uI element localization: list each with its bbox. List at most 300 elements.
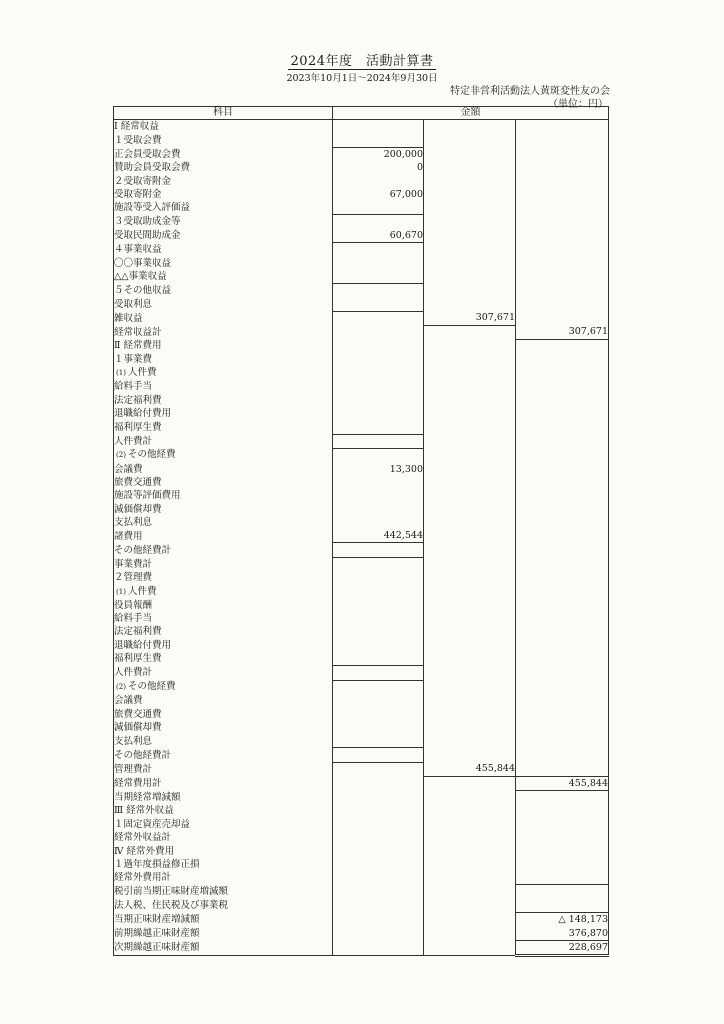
row-label-text: 会議費 [114, 695, 143, 707]
amount-cell-c3 [516, 434, 609, 448]
row-label-text: 諸費用 [114, 530, 143, 542]
row-label [114, 734, 333, 748]
table-row [114, 652, 609, 666]
row-label [114, 284, 333, 298]
row-label-text: 支払利息 [114, 735, 153, 747]
row-label [114, 804, 333, 817]
amount-cell-c3 [516, 174, 609, 187]
row-label [114, 353, 333, 366]
amount-cell-c2 [424, 557, 516, 571]
row-label [114, 940, 333, 955]
amount-cell-c3 [516, 734, 609, 748]
table-row [114, 871, 609, 885]
row-label-text: 当期経常増減額 [114, 791, 181, 803]
row-label-text: 〇〇事業収益 [114, 257, 172, 269]
amount-cell-c2 [424, 325, 516, 339]
table-row [114, 899, 609, 913]
organization-name: 特定非営利活動法人黄斑変性友の会 [450, 86, 610, 97]
amount-cell-c2 [424, 284, 516, 298]
amount-cell-c2: 455,844 [424, 762, 516, 776]
amount-cell-c2 [424, 407, 516, 420]
row-label-text: Ⅰ 経常収益 [114, 121, 159, 133]
row-label [114, 174, 333, 187]
table-row [114, 243, 609, 257]
row-label [114, 871, 333, 885]
amount-cell-c3 [516, 462, 609, 475]
amount-cell-c3 [516, 844, 609, 857]
row-label [114, 366, 333, 380]
table-row [114, 174, 609, 187]
amount-cell-c1 [333, 571, 424, 584]
amount-cell-c3 [516, 339, 609, 353]
table-row [114, 762, 609, 776]
row-label-text: 人件費計 [114, 435, 153, 447]
amount-cell-c1 [333, 734, 424, 748]
amount-cell-c2 [424, 804, 516, 817]
amount-cell-c1 [333, 543, 424, 557]
table-row [114, 926, 609, 940]
amount-cell-c3 [516, 284, 609, 298]
row-label [114, 639, 333, 652]
amount-cell-c1 [333, 297, 424, 311]
row-label [114, 270, 333, 284]
row-label-text: 退職給付費用 [114, 639, 172, 651]
amount-cell-c3 [516, 380, 609, 393]
table-row [114, 407, 609, 420]
row-label-text: 福利厚生費 [114, 421, 162, 433]
amount-cell-c2 [424, 339, 516, 353]
table-row [114, 694, 609, 707]
amount-cell-c3 [516, 407, 609, 420]
row-label [114, 599, 333, 612]
table-row [114, 707, 609, 720]
row-label [114, 325, 333, 339]
row-label-text: ２受取寄附金 [114, 175, 172, 187]
amount-cell-c3 [516, 366, 609, 380]
amount-cell-c1 [333, 407, 424, 420]
amount-cell-c1 [333, 325, 424, 339]
amount-cell-c3: 228,697 [516, 940, 609, 955]
row-label-text: 役員報酬 [114, 599, 153, 611]
amount-cell-c3 [516, 680, 609, 694]
statement-body [114, 120, 609, 956]
row-label-text: △△事業収益 [114, 271, 167, 283]
row-label [114, 256, 333, 269]
row-label [114, 913, 333, 927]
row-label-text: 事業費計 [114, 558, 153, 570]
amount-cell-c1: 200,000 [333, 147, 424, 161]
amount-cell-c3 [516, 639, 609, 652]
row-label [114, 858, 333, 871]
amount-cell-c1 [333, 243, 424, 257]
table-row [114, 790, 609, 804]
row-label [114, 476, 333, 489]
amount-cell-c2 [424, 161, 516, 174]
row-label [114, 776, 333, 790]
amount-cell-c1 [333, 353, 424, 366]
row-label-text: その他経費 [128, 449, 176, 461]
amount-cell-c3 [516, 585, 609, 599]
table-row [114, 462, 609, 475]
table-row [114, 557, 609, 571]
table-row [114, 913, 609, 927]
amount-cell-c3 [516, 666, 609, 680]
amount-cell-c2 [424, 256, 516, 269]
amount-cell-c1 [333, 831, 424, 844]
amount-cell-c1 [333, 516, 424, 529]
amount-cell-c2 [424, 844, 516, 857]
amount-cell-c3 [516, 625, 609, 638]
amount-cell-c3 [516, 394, 609, 407]
row-label-text: １受取会費 [114, 134, 162, 146]
row-label-text: 福利厚生費 [114, 653, 162, 665]
amount-cell-c1 [333, 818, 424, 831]
amount-cell-c3 [516, 804, 609, 817]
table-row [114, 256, 609, 269]
amount-cell-c2 [424, 297, 516, 311]
subject-column-header: 科目 [114, 107, 333, 120]
amount-column-header: 金額 [333, 107, 609, 120]
row-label-text: 人件費 [128, 367, 157, 379]
row-label [114, 133, 333, 147]
row-label [114, 666, 333, 680]
table-row [114, 831, 609, 844]
amount-cell-c2 [424, 516, 516, 529]
row-label [114, 339, 333, 353]
amount-cell-c3: △ 148,173 [516, 913, 609, 927]
row-label-text: ５その他収益 [114, 285, 172, 297]
amount-cell-c1 [333, 940, 424, 955]
row-label [114, 707, 333, 720]
table-row [114, 394, 609, 407]
table-row [114, 734, 609, 748]
amount-cell-c2 [424, 680, 516, 694]
row-label-text: 経常費用計 [114, 777, 162, 789]
amount-cell-c3 [516, 721, 609, 734]
amount-cell-c1 [333, 721, 424, 734]
amount-cell-c1 [333, 311, 424, 325]
row-label [114, 790, 333, 804]
table-row [114, 380, 609, 393]
amount-cell-c3 [516, 133, 609, 147]
amount-cell-c2 [424, 270, 516, 284]
amount-cell-c2 [424, 694, 516, 707]
amount-cell-c2 [424, 885, 516, 899]
amount-cell-c2 [424, 120, 516, 134]
amount-cell-c2 [424, 776, 516, 790]
row-label [114, 844, 333, 857]
row-label [114, 625, 333, 638]
amount-cell-c3: 455,844 [516, 776, 609, 790]
amount-cell-c3 [516, 147, 609, 161]
table-row [114, 776, 609, 790]
row-sub-number: (1) [116, 369, 126, 378]
amount-cell-c1 [333, 585, 424, 599]
table-row [114, 311, 609, 325]
amount-cell-c2 [424, 448, 516, 462]
row-label [114, 188, 333, 201]
table-row [114, 270, 609, 284]
row-label [114, 120, 333, 134]
row-label-text: 施設等評価費用 [114, 490, 181, 502]
row-label [114, 407, 333, 420]
row-label-text: 人件費 [128, 585, 157, 597]
row-label-text: 法定福利費 [114, 394, 162, 406]
amount-cell-c2 [424, 229, 516, 243]
amount-cell-c2 [424, 790, 516, 804]
amount-cell-c1 [333, 790, 424, 804]
amount-cell-c3 [516, 448, 609, 462]
row-label-text: その他経費計 [114, 749, 172, 761]
amount-cell-c2 [424, 666, 516, 680]
table-row [114, 858, 609, 871]
amount-cell-c2 [424, 174, 516, 187]
amount-cell-c1 [333, 174, 424, 187]
table-row [114, 476, 609, 489]
row-label [114, 147, 333, 161]
table-row [114, 639, 609, 652]
amount-cell-c3 [516, 694, 609, 707]
row-label-text: その他経費 [128, 681, 176, 693]
row-label [114, 161, 333, 174]
amount-cell-c3 [516, 612, 609, 625]
amount-cell-c1 [333, 899, 424, 913]
amount-cell-c1 [333, 612, 424, 625]
amount-cell-c1 [333, 133, 424, 147]
amount-cell-c3 [516, 871, 609, 885]
amount-cell-c3 [516, 353, 609, 366]
amount-cell-c3 [516, 529, 609, 543]
amount-cell-c2 [424, 133, 516, 147]
table-row [114, 721, 609, 734]
table-row [114, 161, 609, 174]
amount-cell-c1 [333, 694, 424, 707]
row-label [114, 818, 333, 831]
row-label-text: 法人税、住民税及び事業税 [114, 900, 229, 912]
amount-cell-c2: 307,671 [424, 311, 516, 325]
row-label-text: １固定資産売却益 [114, 818, 191, 830]
amount-cell-c2 [424, 940, 516, 955]
row-label-text: 管理費計 [114, 763, 153, 775]
row-label [114, 885, 333, 899]
amount-cell-c3 [516, 256, 609, 269]
amount-cell-c3: 307,671 [516, 325, 609, 339]
row-label [114, 434, 333, 448]
amount-cell-c1: 60,670 [333, 229, 424, 243]
amount-cell-c2 [424, 707, 516, 720]
row-label-text: 雑収益 [114, 312, 143, 324]
amount-cell-c1 [333, 434, 424, 448]
amount-cell-c2 [424, 871, 516, 885]
amount-cell-c1 [333, 256, 424, 269]
amount-cell-c3 [516, 120, 609, 134]
amount-cell-c3 [516, 297, 609, 311]
amount-cell-c2 [424, 201, 516, 215]
amount-cell-c3 [516, 557, 609, 571]
document-title: 2024年度 活動計算書 [290, 54, 434, 69]
amount-cell-c2 [424, 243, 516, 257]
row-label-text: 当期正味財産増減額 [114, 913, 200, 925]
row-label-text: 前期繰越正味財産額 [114, 927, 200, 939]
row-label [114, 215, 333, 229]
table-row [114, 297, 609, 311]
row-label [114, 557, 333, 571]
unit-label: （単位：円） [548, 99, 608, 110]
amount-cell-c3 [516, 707, 609, 720]
amount-cell-c3 [516, 476, 609, 489]
row-label [114, 612, 333, 625]
amount-cell-c2 [424, 394, 516, 407]
row-label-text: 受取民間助成金 [114, 230, 181, 242]
table-row [114, 420, 609, 434]
amount-cell-c3 [516, 188, 609, 201]
amount-cell-c1 [333, 420, 424, 434]
table-row [114, 612, 609, 625]
row-label-text: ３受取助成金等 [114, 216, 181, 228]
amount-cell-c3 [516, 311, 609, 325]
fiscal-period: 2023年10月1日～2024年9月30日 [286, 73, 438, 84]
amount-cell-c3 [516, 831, 609, 844]
table-row [114, 133, 609, 147]
amount-cell-c2 [424, 380, 516, 393]
row-label-text: 旅費交通費 [114, 708, 162, 720]
row-label [114, 748, 333, 762]
amount-cell-c2 [424, 748, 516, 762]
amount-cell-c1 [333, 489, 424, 502]
amount-cell-c2 [424, 147, 516, 161]
amount-cell-c2 [424, 529, 516, 543]
table-row [114, 325, 609, 339]
amount-cell-c3 [516, 489, 609, 502]
row-label [114, 571, 333, 584]
table-row [114, 516, 609, 529]
amount-cell-c3 [516, 885, 609, 899]
row-label-text: 経常外収益計 [114, 832, 172, 844]
row-sub-number: (2) [116, 683, 126, 692]
row-label-text: 施設等受入評価益 [114, 202, 191, 214]
amount-cell-c1 [333, 270, 424, 284]
amount-cell-c1 [333, 652, 424, 666]
amount-cell-c1 [333, 707, 424, 720]
amount-cell-c2 [424, 420, 516, 434]
amount-cell-c2 [424, 899, 516, 913]
row-label-text: 正会員受取会費 [114, 148, 181, 160]
row-label-text: 賛助会員受取会費 [114, 162, 191, 174]
amount-cell-c3 [516, 858, 609, 871]
row-label-text: 次期繰越正味財産額 [114, 942, 200, 954]
amount-cell-c3 [516, 652, 609, 666]
amount-cell-c2 [424, 571, 516, 584]
row-label [114, 543, 333, 557]
amount-cell-c1 [333, 448, 424, 462]
amount-cell-c3 [516, 748, 609, 762]
amount-cell-c1 [333, 625, 424, 638]
table-row [114, 188, 609, 201]
table-row [114, 284, 609, 298]
table-row [114, 448, 609, 462]
row-label [114, 529, 333, 543]
row-label [114, 448, 333, 462]
amount-cell-c1 [333, 666, 424, 680]
row-label-text: ４事業収益 [114, 244, 162, 256]
row-label [114, 201, 333, 215]
table-row [114, 748, 609, 762]
amount-cell-c2 [424, 913, 516, 927]
amount-cell-c3 [516, 516, 609, 529]
row-label [114, 831, 333, 844]
table-row [114, 215, 609, 229]
amount-cell-c1: 67,000 [333, 188, 424, 201]
row-label-text: 法定福利費 [114, 626, 162, 638]
amount-cell-c1 [333, 858, 424, 871]
table-row [114, 339, 609, 353]
row-label [114, 311, 333, 325]
row-label-text: 給料手当 [114, 613, 153, 625]
table-row [114, 940, 609, 955]
amount-cell-c1 [333, 120, 424, 134]
row-label-text: Ⅱ 経常費用 [114, 340, 162, 352]
row-label-text: Ⅲ 経常外収益 [114, 805, 174, 817]
amount-cell-c1 [333, 201, 424, 215]
amount-cell-c2 [424, 639, 516, 652]
table-row [114, 818, 609, 831]
row-label [114, 297, 333, 311]
table-row [114, 201, 609, 215]
amount-cell-c1 [333, 762, 424, 776]
amount-cell-c2 [424, 462, 516, 475]
amount-cell-c3 [516, 790, 609, 804]
table-row [114, 625, 609, 638]
amount-cell-c1 [333, 804, 424, 817]
table-row [114, 666, 609, 680]
amount-cell-c1: 0 [333, 161, 424, 174]
row-sub-number: (1) [116, 587, 126, 596]
table-row [114, 366, 609, 380]
amount-cell-c2 [424, 625, 516, 638]
table-header-row [114, 107, 609, 120]
table-row [114, 885, 609, 899]
table-row [114, 571, 609, 584]
row-label [114, 721, 333, 734]
row-label [114, 926, 333, 940]
table-row [114, 804, 609, 817]
amount-cell-c2 [424, 926, 516, 940]
amount-cell-c3 [516, 599, 609, 612]
amount-cell-c3 [516, 818, 609, 831]
amount-cell-c1 [333, 366, 424, 380]
row-label-text: 旅費交通費 [114, 476, 162, 488]
row-label [114, 229, 333, 243]
amount-cell-c3 [516, 762, 609, 776]
amount-cell-c2 [424, 489, 516, 502]
row-label [114, 516, 333, 529]
row-label-text: Ⅳ 経常外費用 [114, 845, 175, 857]
row-label [114, 420, 333, 434]
amount-cell-c1 [333, 913, 424, 927]
amount-cell-c1 [333, 748, 424, 762]
amount-cell-c3 [516, 543, 609, 557]
amount-cell-c1 [333, 639, 424, 652]
table-row [114, 599, 609, 612]
amount-cell-c2 [424, 215, 516, 229]
amount-cell-c3 [516, 161, 609, 174]
table-row [114, 543, 609, 557]
table-row [114, 229, 609, 243]
row-label-text: 会議費 [114, 463, 143, 475]
amount-cell-c2 [424, 353, 516, 366]
table-row [114, 502, 609, 515]
row-label [114, 585, 333, 599]
